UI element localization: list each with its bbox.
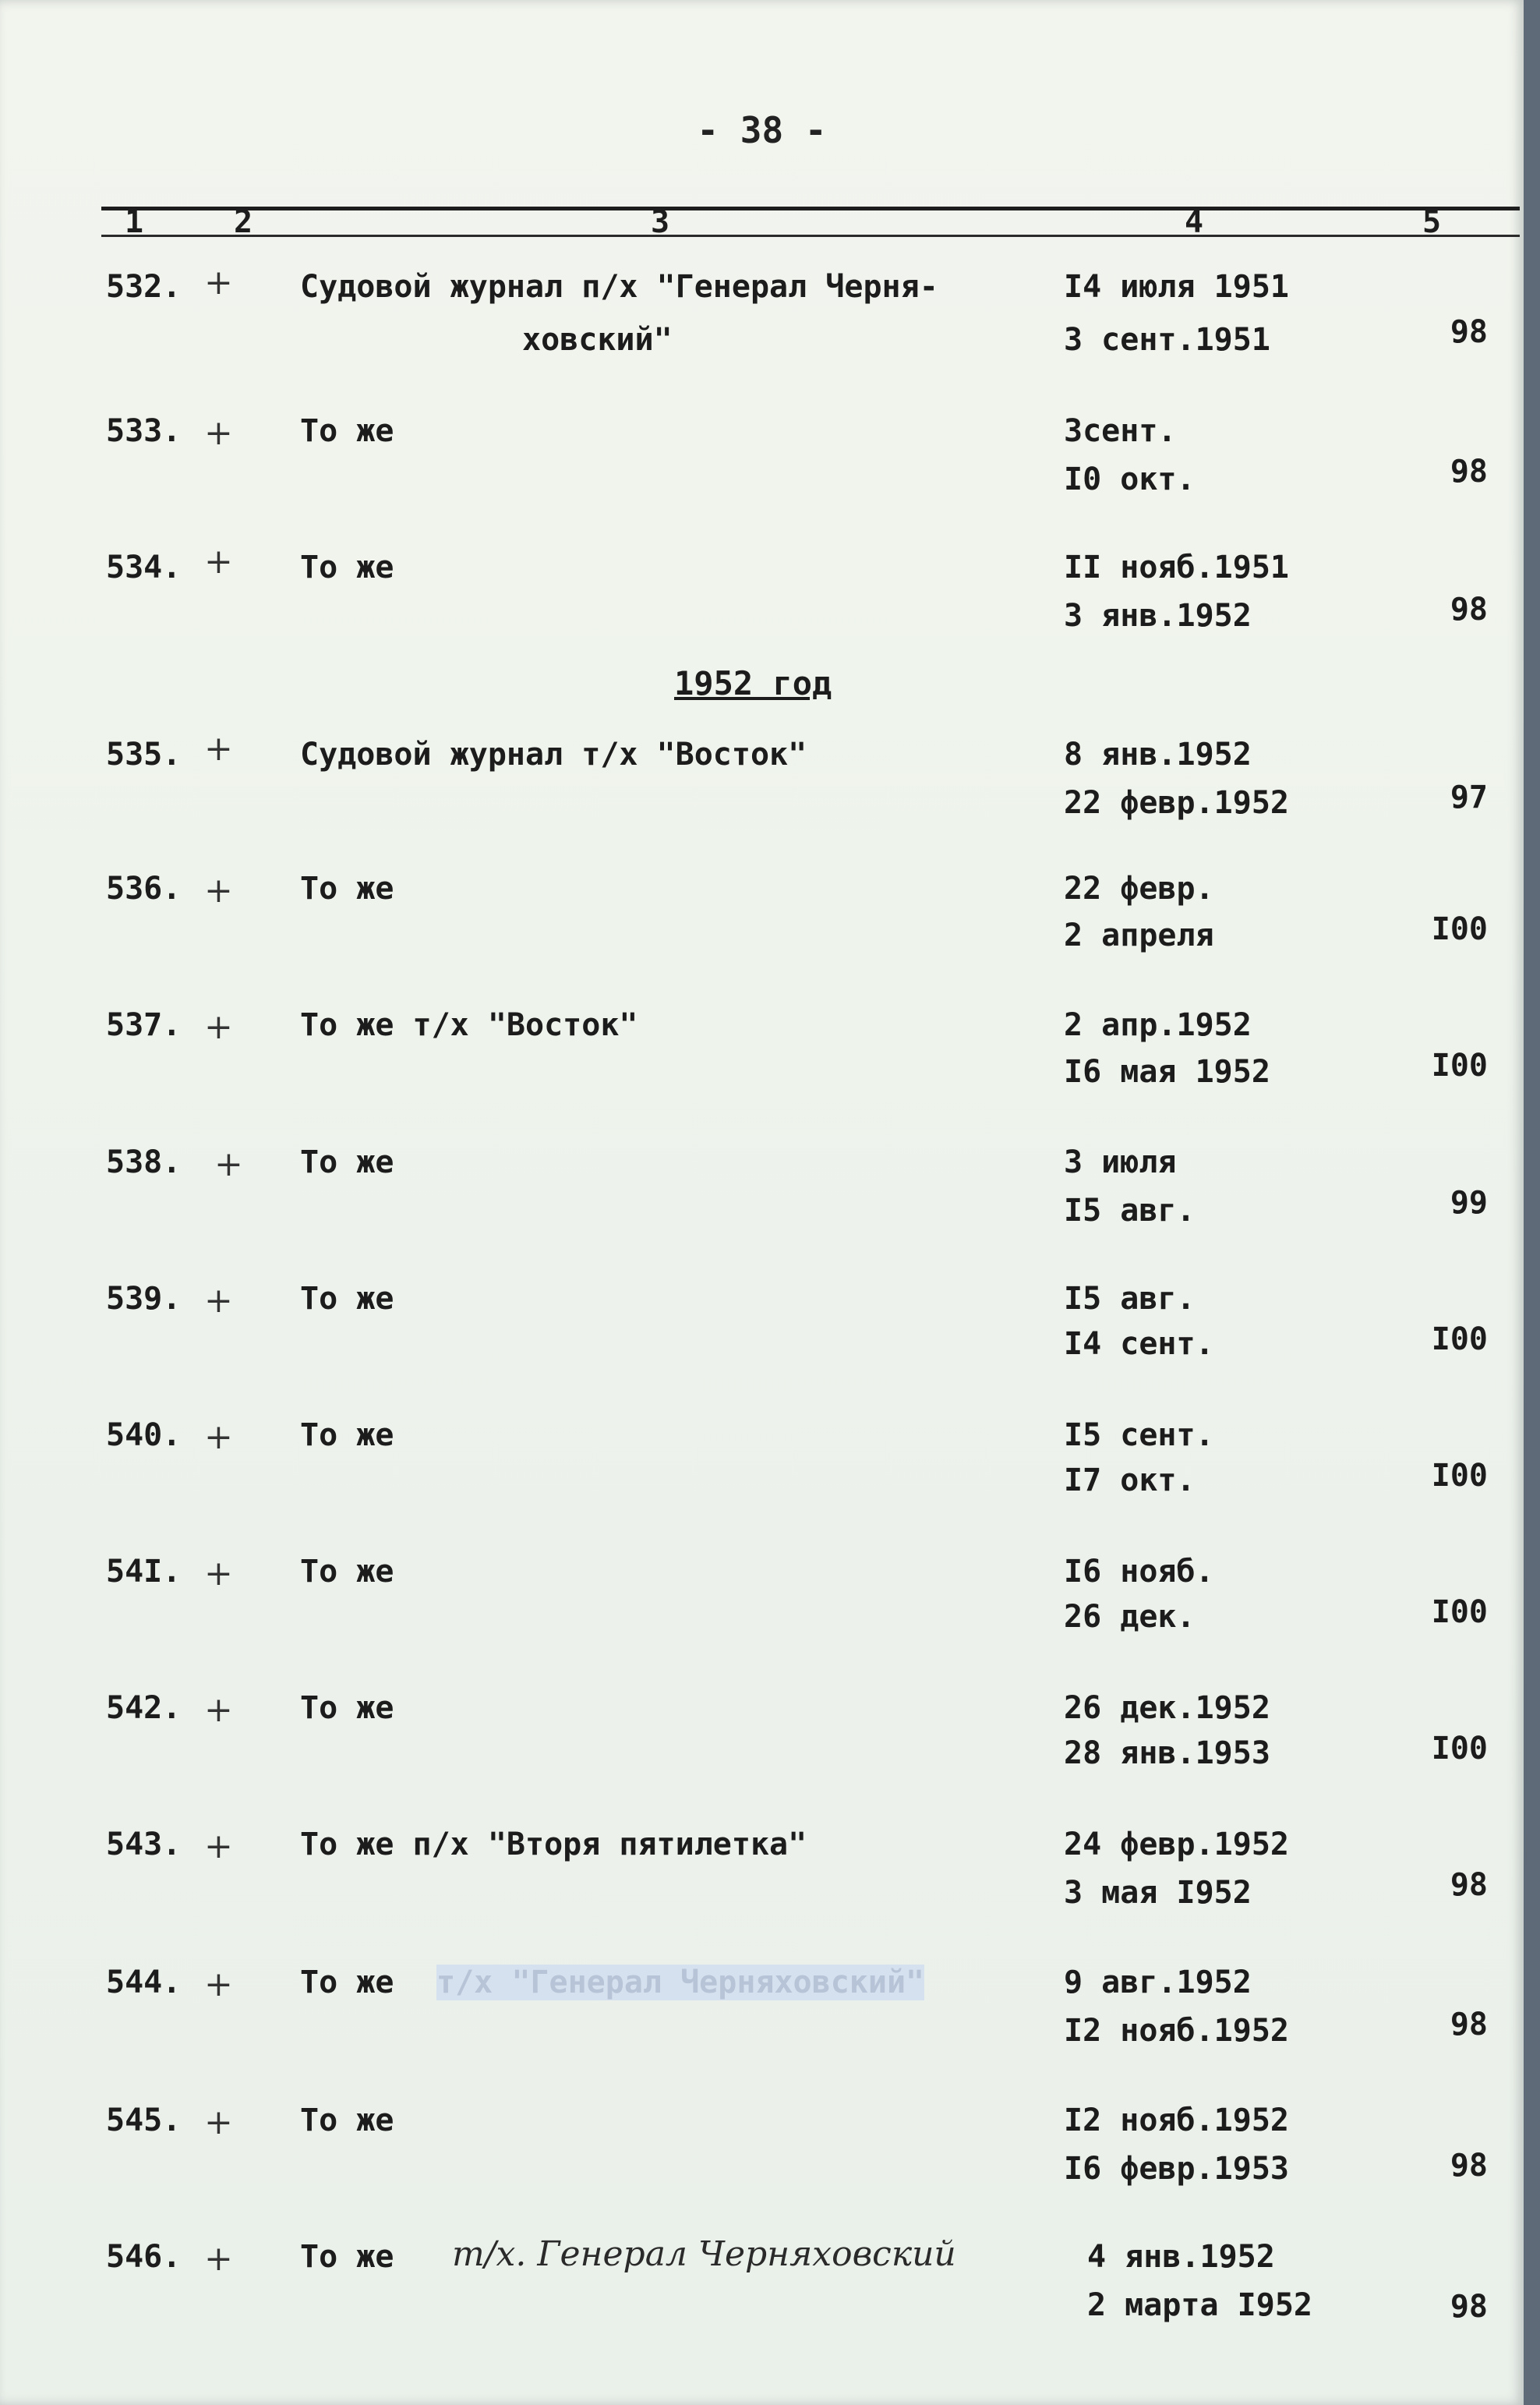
entry-title: То же [300, 1417, 394, 1453]
entry-title: То же [300, 1690, 394, 1726]
date-end: 26 дек. [1064, 1599, 1196, 1635]
check-mark: + [204, 871, 233, 911]
check-mark: + [214, 1144, 243, 1184]
sheet-count: 98 [1450, 2007, 1488, 2042]
entry-number: 538. [106, 1144, 182, 1180]
entry-title: То же [300, 2103, 394, 2138]
sheet-count: I00 [1431, 1731, 1488, 1767]
check-mark: + [204, 1827, 233, 1866]
date-start: 22 февр. [1064, 871, 1214, 907]
sheet-count: 98 [1450, 314, 1488, 350]
date-end: I6 мая 1952 [1064, 1054, 1270, 1090]
entry-title: То же т/х "Восток" [300, 1007, 638, 1043]
check-mark: + [204, 263, 233, 302]
sheet-count: 98 [1450, 454, 1488, 490]
date-start: II нояб.1951 [1064, 550, 1289, 585]
table-header-rule [101, 207, 1520, 210]
check-mark: + [204, 2239, 233, 2279]
sheet-count: I00 [1431, 1594, 1488, 1630]
sheet-count: I00 [1431, 1458, 1488, 1494]
entry-title-struck: т/х "Генерал Черняховский" [436, 1965, 925, 2000]
check-mark: + [204, 1007, 233, 1047]
entry-title: То же п/х "Вторя пятилетка" [300, 1827, 807, 1862]
entry-title-continued: ховский" [522, 322, 673, 358]
check-mark: + [204, 413, 233, 453]
entry-title: То же [300, 550, 394, 585]
entry-title: То же [300, 1965, 394, 2000]
column-header-2: 2 [234, 204, 253, 240]
entry-number: 545. [106, 2103, 182, 2138]
date-start: 4 янв.1952 [1087, 2239, 1275, 2275]
entry-number: 536. [106, 871, 182, 907]
entry-title: То же [300, 1144, 394, 1180]
date-end: 28 янв.1953 [1064, 1735, 1270, 1771]
date-end: 2 апреля [1064, 918, 1214, 953]
entry-title-handwritten: т/х. Генерал Черняховский [452, 2234, 956, 2274]
check-mark: + [204, 2103, 233, 2142]
date-end: 22 февр.1952 [1064, 785, 1289, 821]
date-start: I4 июля 1951 [1064, 269, 1289, 305]
entry-number: 546. [106, 2239, 182, 2275]
date-start: 8 янв.1952 [1064, 737, 1252, 773]
check-mark: + [204, 729, 233, 769]
entry-number: 537. [106, 1007, 182, 1043]
date-start: 9 авг.1952 [1064, 1965, 1252, 2000]
sheet-count: 98 [1450, 592, 1488, 628]
date-start: I2 нояб.1952 [1064, 2103, 1289, 2138]
check-mark: + [204, 1690, 233, 1730]
date-start: 26 дек.1952 [1064, 1690, 1270, 1726]
table-header-rule-lower [101, 235, 1520, 237]
date-end: I0 окт. [1064, 462, 1196, 497]
entry-number: 535. [106, 737, 182, 773]
entry-number: 544. [106, 1965, 182, 2000]
check-mark: + [204, 1281, 233, 1321]
sheet-count: 98 [1450, 1867, 1488, 1903]
entry-number: 543. [106, 1827, 182, 1862]
date-start: 24 февр.1952 [1064, 1827, 1289, 1862]
sheet-count: I00 [1431, 1048, 1488, 1084]
column-header-1: 1 [125, 204, 144, 240]
date-start: 3 июля [1064, 1144, 1177, 1180]
date-start: I6 нояб. [1064, 1554, 1214, 1590]
entry-title: То же [300, 413, 394, 449]
sheet-count: 97 [1450, 780, 1488, 815]
entry-number: 533. [106, 413, 182, 449]
year-heading: 1952 год [674, 664, 832, 702]
entry-number: 539. [106, 1281, 182, 1317]
entry-title: То же [300, 871, 394, 907]
date-end: I6 февр.1953 [1064, 2151, 1289, 2187]
page-edge [1524, 0, 1540, 2405]
check-mark: + [204, 1417, 233, 1457]
entry-title: То же [300, 2239, 394, 2275]
entry-title: То же [300, 1554, 394, 1590]
date-start: I5 авг. [1064, 1281, 1196, 1317]
date-end: 3 янв.1952 [1064, 598, 1252, 634]
entry-number: 534. [106, 550, 182, 585]
sheet-count: 99 [1450, 1185, 1488, 1221]
date-end: I5 авг. [1064, 1193, 1196, 1229]
sheet-count: 98 [1450, 2148, 1488, 2184]
entry-number: 542. [106, 1690, 182, 1726]
entry-title: Судовой журнал п/х "Генерал Черня- [300, 269, 938, 305]
check-mark: + [204, 542, 233, 582]
entry-number: 540. [106, 1417, 182, 1453]
date-end: 3 мая I952 [1064, 1875, 1252, 1911]
check-mark: + [204, 1965, 233, 2004]
column-header-4: 4 [1185, 204, 1204, 240]
check-mark: + [204, 1554, 233, 1593]
date-end: 3 сент.1951 [1064, 322, 1270, 358]
page-number: - 38 - [697, 109, 827, 151]
date-end: I2 нояб.1952 [1064, 2013, 1289, 2049]
column-header-5: 5 [1422, 204, 1442, 240]
date-start: 3сент. [1064, 413, 1177, 449]
date-start: I5 сент. [1064, 1417, 1214, 1453]
date-end: I7 окт. [1064, 1462, 1196, 1498]
entry-title: То же [300, 1281, 394, 1317]
sheet-count: 98 [1450, 2289, 1488, 2325]
column-header-3: 3 [651, 204, 670, 240]
date-end: 2 марта I952 [1087, 2287, 1312, 2323]
sheet-count: I00 [1431, 911, 1488, 947]
date-start: 2 апр.1952 [1064, 1007, 1252, 1043]
entry-title: Судовой журнал т/х "Восток" [300, 737, 807, 773]
sheet-count: I00 [1431, 1321, 1488, 1357]
entry-number: 54I. [106, 1554, 182, 1590]
date-end: I4 сент. [1064, 1326, 1214, 1362]
entry-number: 532. [106, 269, 182, 305]
